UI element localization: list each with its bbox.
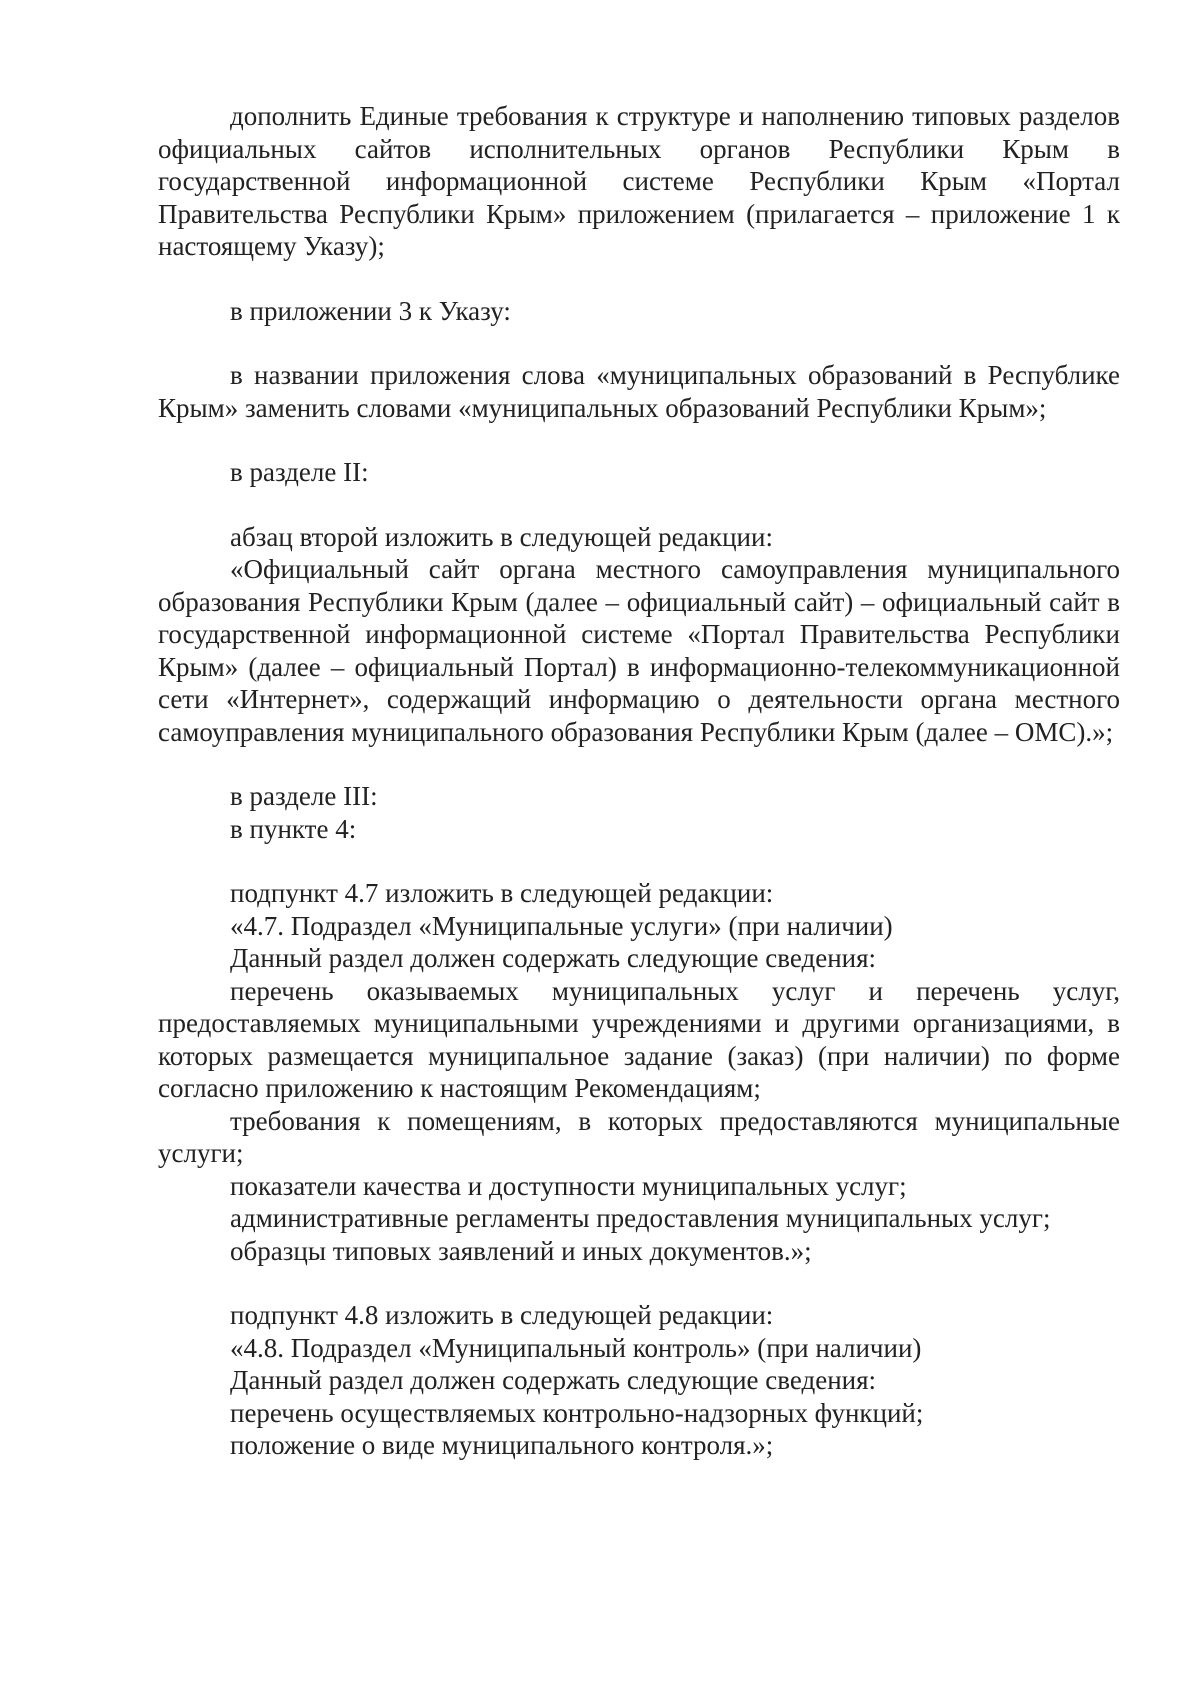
document-page	[158, 100, 1120, 1462]
paragraph-section-2: в разделе II:	[230, 457, 369, 487]
paragraph-point-4: в пункте 4:	[230, 813, 357, 844]
paragraph-section-contents-1: Данный раздел должен содержать следующие сведения:	[230, 943, 877, 973]
paragraph-appendix-3: в приложении 3 к Указу:	[230, 295, 511, 326]
paragraph-second-abzac: абзац второй изложить в следующей редакции:	[230, 521, 773, 552]
paragraph-official-site-definition: «Официальный сайт органа местного самоуправления муниципального образования Республики Крым (далее – официальный сайт) – официальный сайт в государственной информационной системе «Портал Правительства Республики Крым» (далее – официальный Портал) в информационно-телекоммуникационной сети «Интернет», содержащий информацию о деятельности органа местного самоуправления муниципального образования Республики Крым (далее – ОМС).»;	[158, 554, 1120, 747]
paragraph-section-3: в разделе III:	[230, 781, 378, 811]
paragraph-subpoint-4-7-intro: подпункт 4.7 изложить в следующей редакции:	[230, 878, 774, 908]
paragraph-subsection-municipal-services: «4.7. Подраздел «Муниципальные услуги» (при наличии)	[230, 910, 893, 941]
paragraph-services-list: перечень оказываемых муниципальных услуг и перечень услуг, предоставляемых муниципальными учреждениями и другими организациями, в которых размещается муниципальное задание (заказ) (при наличии) по форме согласно приложению к настоящим Рекомендациям;	[158, 975, 1120, 1103]
paragraph-section-contents-2: Данный раздел должен содержать следующие сведения:	[230, 1365, 877, 1395]
paragraph-administrative-regulations: административные регламенты предоставления муниципальных услуг;	[230, 1203, 1051, 1233]
paragraph-quality-indicators: показатели качества и доступности муниципальных услуг;	[230, 1170, 907, 1201]
paragraph-sample-applications: образцы типовых заявлений и иных документов.»;	[230, 1235, 812, 1266]
paragraph-title-replacement: в названии приложения слова «муниципальных образований в Республике Крым» заменить словами «муниципальных образований Республики Крым»;	[158, 360, 1120, 423]
paragraph-subpoint-4-8-intro: подпункт 4.8 изложить в следующей редакции:	[230, 1300, 774, 1330]
paragraph-control-regulation: положение о виде муниципального контроля.»;	[230, 1430, 774, 1460]
paragraph-supplement-requirements: дополнить Единые требования к структуре и наполнению типовых разделов официальных сайтов исполнительных органов Республики Крым в государственной информационной системе Республики Крым «Портал Правительства Республики Крым» приложением (прилагается – приложение 1 к настоящему Указу);	[158, 101, 1120, 261]
paragraph-premises-requirements: требования к помещениям, в которых предоставляются муниципальные услуги;	[158, 1105, 1120, 1168]
paragraph-control-functions: перечень осуществляемых контрольно-надзорных функций;	[230, 1397, 924, 1428]
paragraph-subsection-municipal-control: «4.8. Подраздел «Муниципальный контроль» (при наличии)	[230, 1332, 922, 1363]
